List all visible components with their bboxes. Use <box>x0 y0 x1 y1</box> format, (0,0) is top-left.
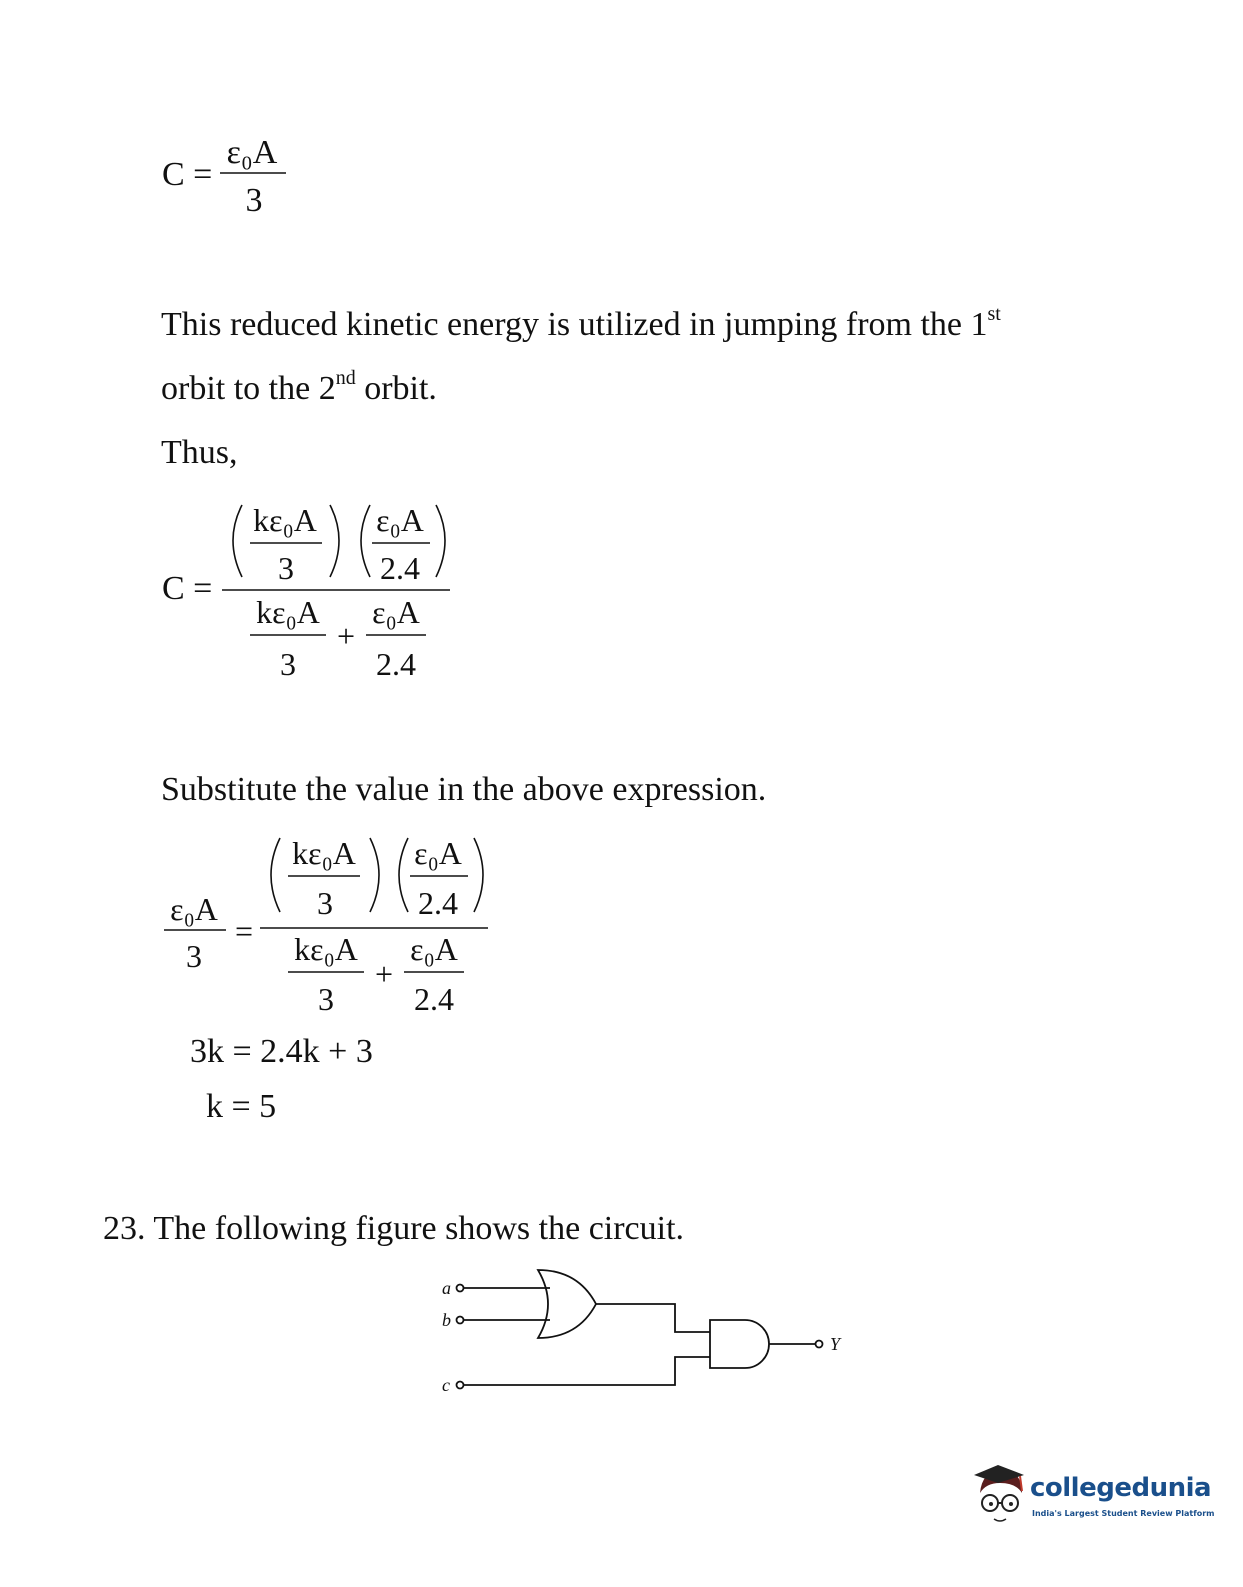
sub-bottom-right-denominator: 2.4 <box>414 981 454 1017</box>
formula-c-denominator: 3 <box>245 182 263 219</box>
top-right-numerator: ε₀A <box>376 502 424 538</box>
substitute-sentence: Substitute the value in the above expression. <box>161 771 767 808</box>
bottom-left-denominator: 3 <box>280 646 296 682</box>
mascot-icon <box>970 1463 1030 1535</box>
lhs-denominator: 3 <box>186 938 202 974</box>
plus-sign: + <box>336 618 356 654</box>
equation-2: k = 5 <box>206 1088 277 1125</box>
input-a-label: a <box>442 1278 451 1298</box>
input-c-label: c <box>442 1375 450 1395</box>
sub-top-right-denominator: 2.4 <box>418 885 458 921</box>
input-b-label: b <box>442 1310 451 1330</box>
top-left-denominator: 3 <box>278 550 294 586</box>
top-right-denominator: 2.4 <box>380 550 420 586</box>
collegedunia-logo <box>970 1455 1215 1535</box>
bottom-right-denominator: 2.4 <box>376 646 416 682</box>
bottom-left-numerator: kε₀A <box>256 594 320 630</box>
and-gate <box>710 1320 769 1368</box>
logic-circuit <box>420 1260 860 1410</box>
right-paren <box>436 505 445 577</box>
equation-1: 3k = 2.4k + 3 <box>190 1033 373 1070</box>
top-left-numerator: kε₀A <box>253 502 317 538</box>
formula-substituted <box>150 830 510 1030</box>
logo-wordmark: collegedunia <box>1030 1473 1212 1503</box>
sub-bottom-left-numerator: kε₀A <box>294 931 358 967</box>
formula-series-capacitance <box>150 495 470 695</box>
input-b-terminal <box>457 1317 464 1324</box>
formula-c-lhs: C = <box>162 156 213 193</box>
sub-top-right-numerator: ε₀A <box>414 835 462 871</box>
paragraph-line-2: orbit to the 2nd orbit. <box>161 367 437 407</box>
equals-sign: = <box>234 913 254 949</box>
formula-capacitance <box>150 125 310 225</box>
input-a-terminal <box>457 1285 464 1292</box>
logo-tagline: India's Largest Student Review Platform <box>1032 1509 1215 1518</box>
paragraph-line-1: This reduced kinetic energy is utilized in jumping from the 1st <box>161 303 1001 343</box>
lhs-numerator: ε₀A <box>170 891 218 927</box>
thus-label: Thus, <box>161 434 238 471</box>
output-y-terminal <box>816 1341 823 1348</box>
input-c-terminal <box>457 1382 464 1389</box>
bottom-right-numerator: ε₀A <box>372 594 420 630</box>
output-y-label: Y <box>830 1334 841 1354</box>
question-23: 23. The following figure shows the circuit. <box>103 1210 685 1247</box>
sub-top-left-numerator: kε₀A <box>292 835 356 871</box>
or-gate <box>538 1270 596 1338</box>
sub-bottom-right-numerator: ε₀A <box>410 931 458 967</box>
formula-c-numerator: ε₀A <box>226 134 278 171</box>
sub-plus-sign: + <box>374 956 394 992</box>
left-paren <box>233 505 242 577</box>
sub-top-left-denominator: 3 <box>317 885 333 921</box>
sub-bottom-left-denominator: 3 <box>318 981 334 1017</box>
series-lhs: C = <box>162 570 213 607</box>
